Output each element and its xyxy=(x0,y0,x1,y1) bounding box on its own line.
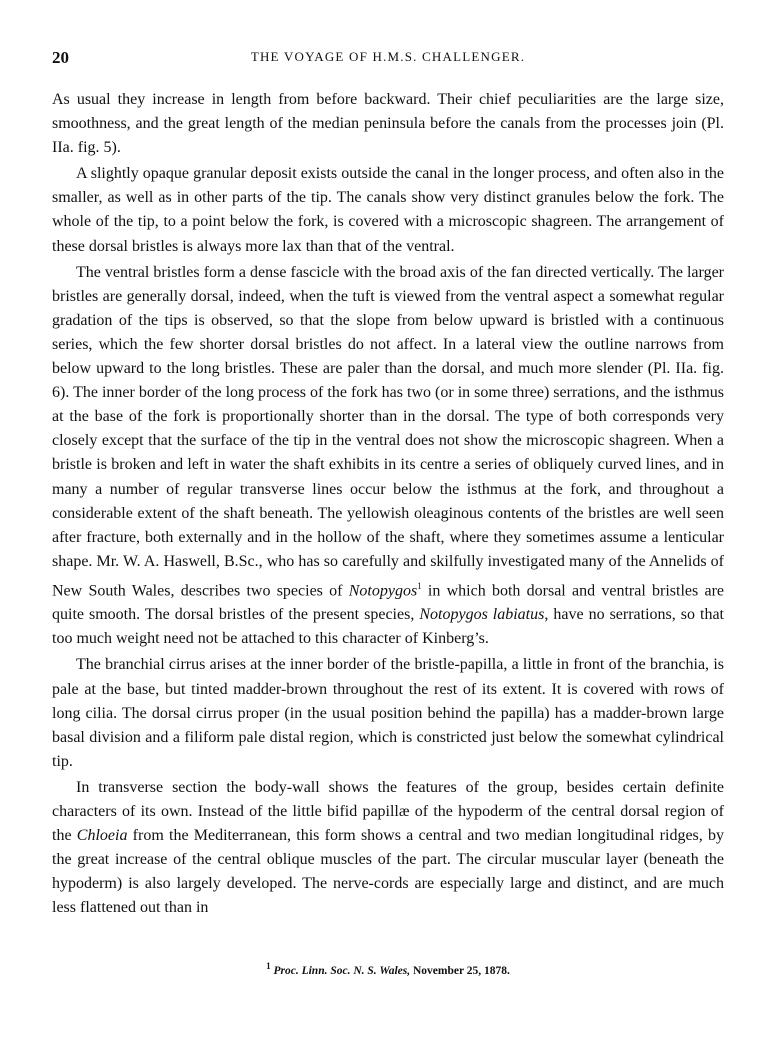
genus-name-chloeia: Chloeia xyxy=(76,827,128,845)
footnote xyxy=(52,961,724,977)
paragraph-3-text-a: The ventral bristles form a dense fascicle with the broad axis of the fan directed vertically. The larger bristles are generally dorsal, indeed, when the tuft is viewed from the ventral aspect a somewhat regular gradation of the tips is observed, so that the slope from below upward is bristled with a continuous series, which the few shorter dorsal bristles do not affect. In a lateral view the outline narrows from below upward to the long bristles. These are paler than the dorsal, and much more slender (Pl. IIa. fig. 6). The inner border of the long process of the fork has two (or in some three) serrations, and the isthmus at the base of the fork is proportionally shorter than in the dorsal. The type of both corresponds very closely except that the surface of the tip in the ventral does not show the microscopic shagreen. When a bristle is broken and left in water the shaft exhibits in its centre a series of obliquely curved lines, and in many a number of regular transverse lines occur below the isthmus at the fork, and throughout a considerable extent of the shaft beneath. The yellowish oleaginous contents of the bristles are well seen after fracture, both externally and in the hollow of the shaft, where they sometimes assume a lenticular shape. Mr. W. A. Haswell, B.Sc., who has so carefully and skilfully investigated many of the Annelids of New South Wales, describes two species of xyxy=(52,263,724,600)
footnote-marker: 1 xyxy=(266,961,271,971)
paragraph-5-text-b: from the Mediterranean, this form shows a central and two median longitudinal ridges, by the great increase of the central oblique muscles of the part. The circular muscular layer (beneath the hypoderm) is also largely developed. The nerve-cords are especially large and distinct, and are much less flattened out than in xyxy=(52,827,725,917)
paragraph-1: As usual they increase in length from before backward. Their chief peculiarities are the large size, smoothness, and the great length of the median peninsula before the canals from the processes join (Pl. IIa. fig. 5). xyxy=(52,91,724,157)
paragraph-3-text-c: , have no serrations, so that too much weight need not be attached to this character of Kinberg’s. xyxy=(52,606,725,648)
paragraph-2: A slightly opaque granular deposit exists outside the canal in the longer process, and often also in the smaller, as well as in other parts of the tip. The canals show very distinct granules below the fork. The whole of the tip, to a point below the fork, is covered with a microscopic shagreen. The arrangement of these dorsal bristles is always more lax than that of the ventral. xyxy=(52,165,724,255)
paragraph-3-text-b: in which both dorsal and ventral bristles are quite smooth. The dorsal bristles of the present species, xyxy=(52,582,724,624)
paragraph-5 xyxy=(52,776,724,921)
footnote-date: November 25, 1878. xyxy=(410,964,510,977)
footnote-citation: Proc. Linn. Soc. N. S. Wales, xyxy=(273,964,411,977)
species-name-notopygos-labiatus: Notopygos labiatus xyxy=(419,606,545,624)
paragraph-5-text-a: In transverse section the body-wall shows the features of the group, besides certain definite characters of its own. Instead of the little bifid papillæ of the hypoderm of the central dorsal region of the xyxy=(52,778,724,845)
running-head xyxy=(52,48,724,70)
page-number: 20 xyxy=(52,48,69,67)
footnote-reference: 1 xyxy=(417,580,422,591)
paragraph-4: The branchial cirrus arises at the inner border of the bristle-papilla, a little in front of the branchia, is pale at the base, but tinted madder-brown throughout the rest of its extent. It is covered with rows of long cilia. The dorsal cirrus proper (in the usual position behind the papilla) has a madder-brown large basal division and a filiform pale distal region, which is constricted just below the somewhat cylindrical tip. xyxy=(52,656,724,770)
paragraph-3 xyxy=(52,261,724,652)
body-text xyxy=(52,88,724,923)
running-title: THE VOYAGE OF H.M.S. CHALLENGER. xyxy=(250,49,526,64)
species-name-notopygos: Notopygos xyxy=(348,582,418,600)
